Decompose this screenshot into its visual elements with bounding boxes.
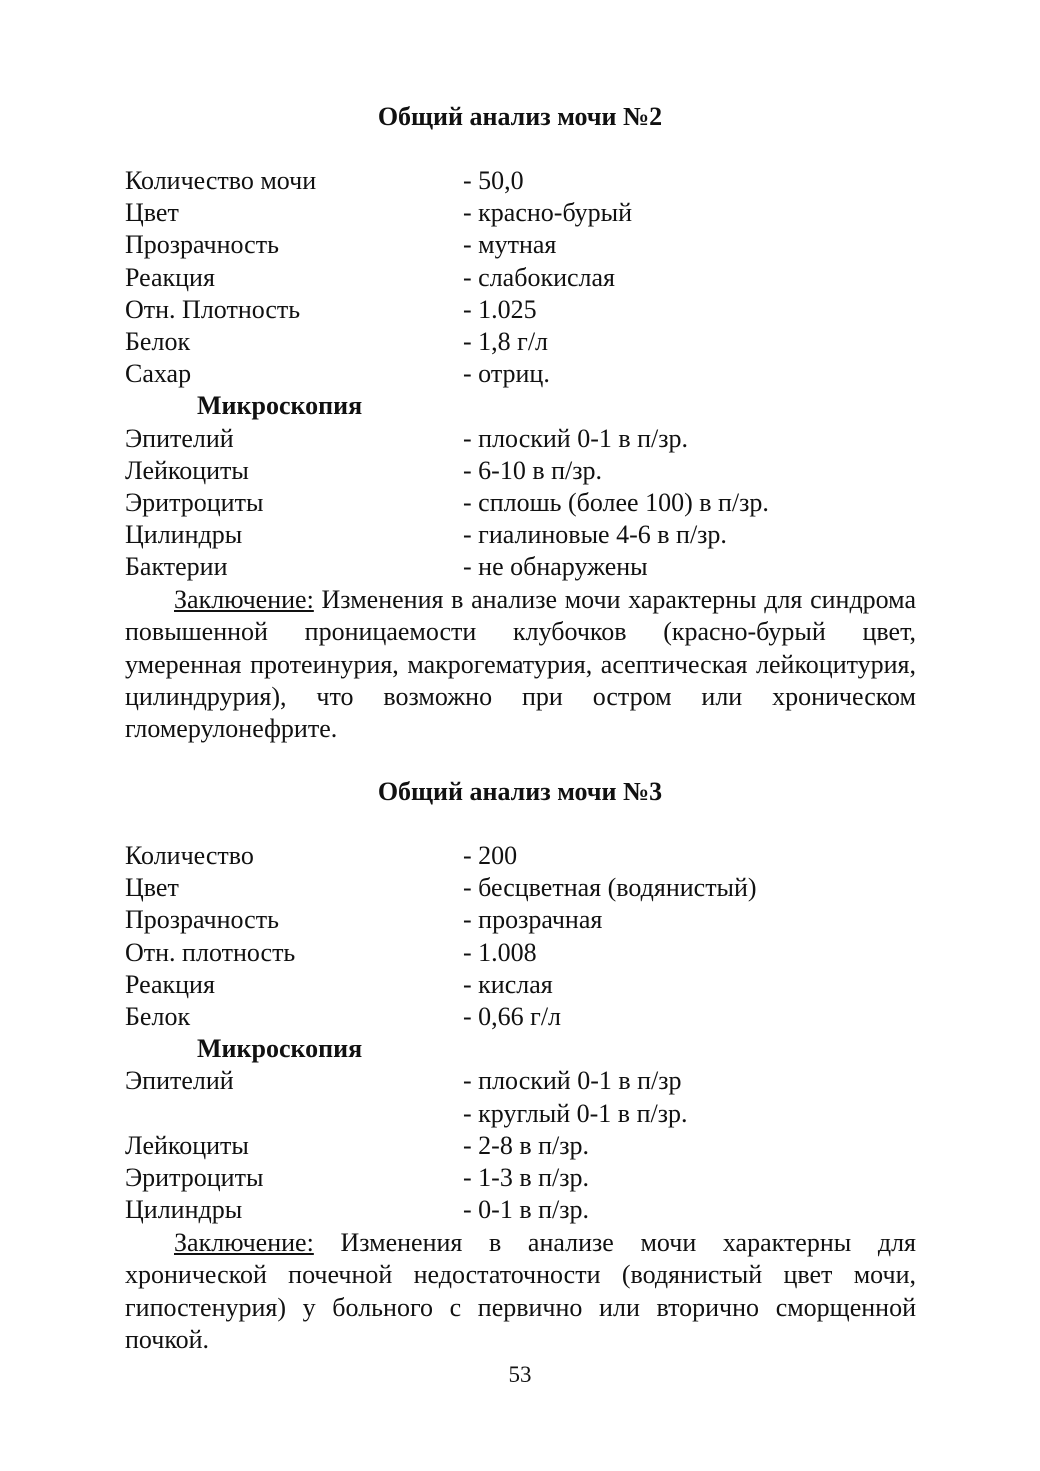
row-label: Прозрачность [125, 905, 279, 935]
result-row-erythrocytes [125, 487, 925, 519]
row-value: - 2-8 в п/зр. [463, 1130, 590, 1160]
page-number: 53 [508, 1362, 532, 1387]
conclusion-paragraph-urinalysis-3 [125, 1227, 916, 1356]
result-row-protein [125, 1001, 925, 1033]
row-value: - кислая [463, 969, 553, 999]
result-row-reaction [125, 969, 925, 1001]
row-value: - 1.008 [463, 937, 537, 967]
row-label: Отн. плотность [125, 937, 296, 967]
row-value: - сплошь (более 100) в п/зр. [463, 487, 769, 517]
row-label: Бактерии [125, 552, 228, 582]
row-value: - 6-10 в п/зр. [463, 455, 603, 485]
row-value: - прозрачная [463, 905, 603, 935]
row-value: - не обнаружены [463, 552, 648, 582]
row-label: Лейкоциты [125, 1130, 249, 1160]
result-row-erythrocytes [125, 1162, 925, 1194]
row-label: Цвет [125, 873, 179, 903]
result-row-transparency [125, 904, 925, 936]
row-label: Эритроциты [125, 1162, 264, 1192]
row-label: Белок [125, 326, 191, 356]
conclusion-text: Изменения в анализе мочи характерны для хронической почечной недостаточности (водянистый цвет мочи, гипостенурия) у больного с первично или вторично сморщенной почкой. [125, 1228, 916, 1354]
row-value: - плоский 0-1 в п/зр. [463, 423, 689, 453]
row-value: - 0-1 в п/зр. [463, 1195, 590, 1225]
row-value: - 1,8 г/л [463, 326, 549, 356]
result-row-bacteria [125, 551, 925, 583]
row-value: - красно-бурый [463, 198, 633, 228]
result-row-sugar [125, 358, 925, 390]
subheading-label: Микроскопия [197, 1034, 363, 1064]
row-value: - 1-3 в п/зр. [463, 1162, 590, 1192]
row-label: Эпителий [125, 423, 234, 453]
row-label: Количество [125, 841, 254, 870]
result-row-epithelium [125, 423, 925, 455]
microscopy-subheading [125, 1033, 925, 1065]
row-label: Цвет [125, 198, 179, 228]
result-row-color [125, 197, 925, 229]
row-label: Лейкоциты [125, 455, 249, 485]
row-value: - отриц. [463, 359, 550, 389]
result-row-transparency [125, 229, 925, 261]
result-row-protein [125, 326, 925, 358]
results-table-urinalysis-3 [125, 840, 925, 1226]
row-value: - бесцветная (водянистый) [463, 873, 757, 903]
section-title-urinalysis-3: Общий анализ мочи №3 [377, 777, 663, 806]
row-value: - 0,66 г/л [463, 1001, 562, 1031]
result-row-leukocytes [125, 455, 925, 487]
row-label: Цилиндры [125, 1195, 243, 1225]
row-label: Количество мочи [125, 166, 317, 195]
result-row-quantity [125, 165, 925, 197]
row-label: Сахар [125, 359, 192, 389]
row-label: Эритроциты [125, 487, 264, 517]
row-value: - плоский 0-1 в п/зр [463, 1066, 682, 1096]
result-row-casts [125, 519, 925, 551]
row-label: Прозрачность [125, 230, 279, 260]
row-value: - круглый 0-1 в п/зр. [463, 1098, 688, 1128]
conclusion-label: Заключение: [174, 585, 314, 614]
result-row-leukocytes [125, 1130, 925, 1162]
result-row-color [125, 872, 925, 904]
result-row-casts [125, 1194, 925, 1226]
result-row-epithelium [125, 1065, 925, 1097]
result-row-quantity [125, 840, 925, 872]
row-label: Белок [125, 1001, 191, 1031]
result-row-density [125, 937, 925, 969]
result-row-epithelium-round [125, 1098, 925, 1130]
row-value: - 50,0 [463, 166, 524, 195]
section-title-urinalysis-2: Общий анализ мочи №2 [377, 102, 663, 131]
row-label: Реакция [125, 262, 215, 292]
row-label: Реакция [125, 969, 215, 999]
row-value: - слабокислая [463, 262, 616, 292]
result-row-reaction [125, 262, 925, 294]
conclusion-paragraph-urinalysis-2 [125, 584, 916, 745]
row-value: - гиалиновые 4-6 в п/зр. [463, 520, 727, 550]
subheading-label: Микроскопия [197, 391, 363, 421]
row-value: - 1.025 [463, 294, 537, 324]
microscopy-subheading [125, 390, 925, 422]
row-label: Эпителий [125, 1066, 234, 1096]
result-row-density [125, 294, 925, 326]
conclusion-text: Изменения в анализе мочи характерны для синдрома повышенной проницаемости клубочков (красно-бурый цвет, умеренная протеинурия, макрогематурия, асептическая лейкоцитурия, цилиндрурия), что возможно при остром или хроническом гломерулонефрите. [125, 585, 916, 744]
row-value: - 200 [463, 841, 518, 870]
results-table-urinalysis-2 [125, 165, 925, 583]
row-label: Цилиндры [125, 520, 243, 550]
row-label: Отн. Плотность [125, 294, 301, 324]
conclusion-label: Заключение: [174, 1228, 314, 1257]
row-value: - мутная [463, 230, 557, 260]
